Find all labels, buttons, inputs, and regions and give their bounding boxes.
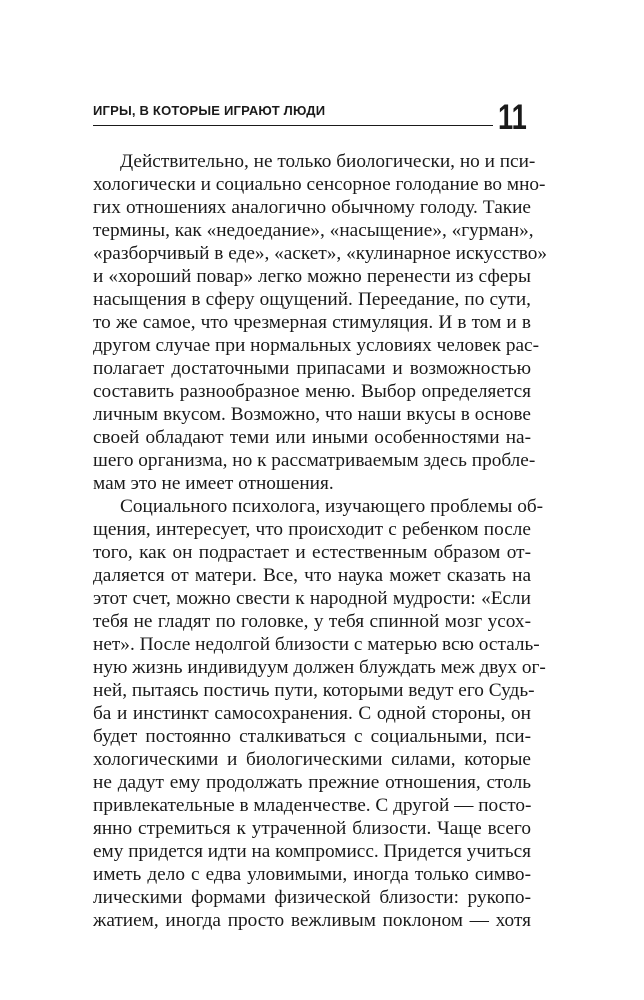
- text-line: тебя не гладят по головке, у тебя спинной мозг усох-: [93, 611, 531, 632]
- text-line: и «хороший повар» легко можно перенести из сферы: [93, 266, 531, 287]
- text-line: жатием, иногда просто вежливым поклоном — хотя: [93, 910, 531, 931]
- text-line: шего организма, но к рассматриваемым здесь пробле-: [93, 450, 536, 471]
- text-line: щения, интересует, что происходит с ребенком после: [93, 519, 531, 540]
- text-line: не дадут ему продолжать прежние отношения, столь: [93, 772, 531, 793]
- text-line: ему придется идти на компромисс. Придется учиться: [93, 841, 531, 862]
- text-line: даляется от матери. Все, что наука может сказать на: [93, 565, 531, 586]
- text-line: этот счет, можно свести к народной мудрости: «Если: [93, 588, 531, 609]
- text-line: то же самое, что чрезмерная стимуляция. И в том и в: [93, 312, 531, 333]
- text-line: другом случае при нормальных условиях человек рас-: [93, 335, 540, 356]
- text-line: лическими формами физической близости: рукопо-: [93, 887, 531, 908]
- text-line: «разборчивый в еде», «аскет», «кулинарное искусство»: [93, 243, 548, 264]
- text-line: нет». После недолгой близости с матерью всю осталь-: [93, 634, 540, 655]
- text-line: будет постоянно сталкиваться с социальными, пси-: [93, 726, 531, 747]
- text-line: хологическими и биологическими силами, которые: [93, 749, 531, 770]
- text-line: насыщения в сферу ощущений. Переедание, по сути,: [93, 289, 531, 310]
- text-line: Действительно, не только биологически, но и пси-: [120, 151, 536, 172]
- text-line: полагает достаточными припасами и возможностью: [93, 358, 531, 379]
- text-line: янно стремиться к утраченной близости. Чаще всего: [93, 818, 531, 839]
- body-text: [93, 150, 548, 932]
- text-line: иметь дело с едва уловимыми, иногда только симво-: [93, 864, 531, 885]
- text-line: личным вкусом. Возможно, что наши вкусы в основе: [93, 404, 531, 425]
- text-line: ней, пытаясь постичь пути, которыми ведут его Судь-: [93, 680, 535, 701]
- text-line: ба и инстинкт самосохранения. С одной стороны, он: [93, 703, 531, 724]
- header-rule: [93, 125, 493, 126]
- text-line: привлекательные в младенчестве. С другой — посто-: [93, 795, 532, 816]
- running-header-title: ИГРЫ, В КОТОРЫЕ ИГРАЮТ ЛЮДИ: [93, 103, 326, 118]
- text-line: того, как он подрастает и естественным образом от-: [93, 542, 531, 563]
- text-line: Социального психолога, изучающего проблемы об-: [120, 496, 544, 517]
- text-line: хологически и социально сенсорное голодание во мно-: [93, 174, 546, 195]
- text-line: своей обладают теми или иными особенностями на-: [93, 427, 531, 448]
- text-line: термины, как «недоедание», «насыщение», «гурман»,: [93, 220, 534, 241]
- text-line: составить разнообразное меню. Выбор определяется: [93, 381, 531, 402]
- text-line: гих отношениях аналогично обычному голоду. Такие: [93, 197, 531, 218]
- text-line: мам это не имеет отношения.: [93, 473, 334, 494]
- page-number: 11: [498, 98, 527, 137]
- text-line: ную жизнь индивидуум должен блуждать меж двух ог-: [93, 657, 546, 678]
